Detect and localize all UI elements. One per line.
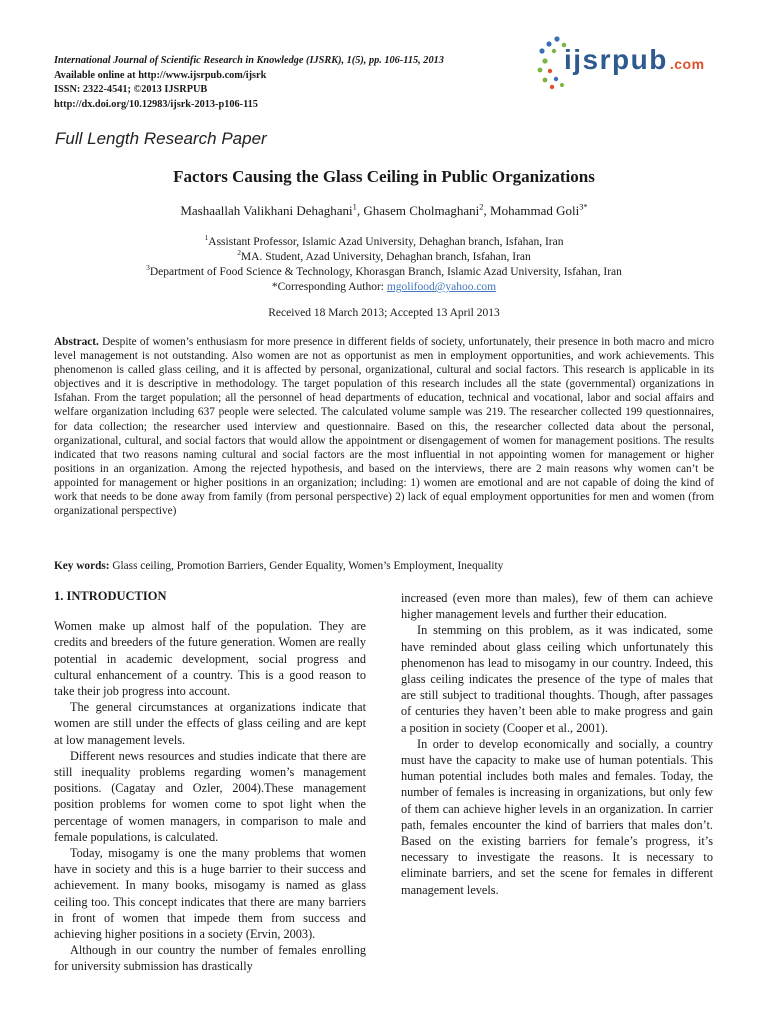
- right-column: [401, 590, 713, 898]
- paragraph: In stemming on this problem, as it was indicated, some have reminded about glass ceiling which unfortunately this phenomenon has lead to misogamy in our country. Indeed, this glass ceiling indicates the presence of the type of males that are still subject to traditional thoughts. Though, after passages of centuries they haven’t been able to make progress and gain a position in society (Cooper et al., 2001).: [401, 623, 713, 735]
- paragraph: In order to develop economically and socially, a country must have the capacity to make use of human potentials. This human potential includes both males and females. Today, the number of females is increasing in organizations, but only few of them can achieve higher levels in an organization. In carrier path, females encounter the kind of barriers that males don’t. Based on the existing barriers for female’s progress, it’s necessary to investigate the reasons. It is necessary to eliminate barriers, and set the scene for females in different management levels.: [401, 736, 713, 897]
- abstract: [54, 335, 714, 518]
- doi-link[interactable]: http://dx.doi.org/10.12983/ijsrk-2013-p106-115: [54, 98, 258, 110]
- affiliation-3: $^3$Department of Food Science & Technology, Khorasgan Branch, Islamic Azad University, Isfahan, Iran: [146, 263, 622, 278]
- keywords: [54, 559, 714, 573]
- issn-line: ISSN: 2322-4541; ©2013 IJSRPUB: [54, 84, 208, 95]
- paragraph: Women make up almost half of the population. They are credits and breeders of the future generation. Women are really potential in academic development, social progress and cultural enhancement of a country. This is a good reason to take their job progress into account.: [54, 619, 366, 699]
- author-name: Mashaallah Valikhani Dehaghani: [180, 203, 353, 218]
- paper-type-label: Full Length Research Paper: [55, 129, 267, 148]
- paragraph: The general circumstances at organizations indicate that women are still under the effects of glass ceiling and are kept at low management levels.: [54, 700, 366, 747]
- author-name: Mohammad Goli: [490, 203, 580, 218]
- journal-header: [54, 54, 524, 112]
- section-heading: 1. INTRODUCTION: [54, 589, 167, 603]
- affiliation-1: $^1$Assistant Professor, Islamic Azad University, Dehaghan branch, Isfahan, Iran: [204, 233, 564, 248]
- author-name: Ghasem Cholmaghani: [363, 203, 480, 218]
- left-column: [54, 588, 366, 975]
- ijsrpub-logo[interactable]: [536, 34, 726, 92]
- logo-wordmark: ijsrpub .com: [564, 44, 705, 75]
- paper-title: Factors Causing the Glass Ceiling in Public Organizations: [173, 167, 595, 186]
- keywords-label: Key words:: [54, 560, 110, 572]
- available-online: Available online at http://www.ijsrpub.com/ijsrk: [54, 69, 267, 81]
- corresponding-email-link[interactable]: mgolifood@yahoo.com: [386, 281, 497, 293]
- corresponding-author: *Corresponding Author: mgolifood@yahoo.com: [271, 281, 497, 293]
- paragraph: Although in our country the number of females enrolling for university submission has drastically: [54, 943, 366, 974]
- paragraph: Different news resources and studies indicate that there are still inequality problems regarding women’s management positions. (Cagatay and Ozler, 2004).These management position problems for women come to spot light when the percentage of women managers, in comparison to male and female populations, is calculated.: [54, 748, 366, 844]
- abstract-label: Abstract.: [54, 336, 99, 348]
- keywords-text: Glass ceiling, Promotion Barriers, Gender Equality, Women’s Employment, Inequality: [109, 560, 504, 572]
- author-list: Mashaallah Valikhani Dehaghani$^1$, Ghasem Cholmaghani$^2$, Mohammad Goli$^{3*}$: [180, 201, 588, 218]
- affiliation-2: $^2$MA. Student, Azad University, Dehaghan branch, Isfahan, Iran: [237, 248, 531, 263]
- journal-citation: International Journal of Scientific Research in Knowledge (IJSRK), 1(5), pp. 106-115, 2013: [54, 55, 444, 66]
- affiliations: [0, 235, 768, 295]
- received-dates: Received 18 March 2013; Accepted 13 April 2013: [268, 307, 500, 319]
- abstract-text: Despite of women’s enthusiasm for more presence in different fields of society, unfortunately, their presence in both macro and micro level management is not outstanding. Also women are not as opportunist as men in employment opportunities, and work achievements. This phenomenon is called glass ceiling, and it is affected by personal, organizational, cultural and social factors. This research is applicable in its objectives and it is descriptive in methodology. The target population of this research includes all the state (governmental) organizations in Isfahan. From the target population; all the personnel of head departments of education, technical and vocational, labor and social affairs and welfare organization including 637 people were selected. The calculated volume sample was 219. The researcher collected 199 questionnaires, for data collection; the researcher used interview and questionnaire. Based on this, the researcher collected data about the personal, organizational, cultural, and social factors that would allow the appointment or disengagement of women for management positions. The results indicated that two reasons naming cultural and social factors are the most influential in not appointing women for management or higher positions in an organization. Among the rejected hypothesis, and based on the interviews, there are 2 main reasons why women can’t be appointed for management or higher positions in an organization; including: 1) women are emotional and are not capable of doing the kind of work that needs to be done away from family (from personal perspective) 2) lack of equal employment opportunities for men and women (from organizational perspective): [54, 336, 714, 518]
- paragraph: increased (even more than males), few of them can achieve higher management levels and further their education.: [401, 591, 713, 622]
- paragraph: Today, misogamy is one the many problems that women have in society and this is a huge barrier to their success and achievement. In many books, misogamy is named as glass ceiling too. This concept indicates that there are many barriers in front of women that impede them from success and achieving higher positions in a society (Ervin, 2003).: [54, 846, 366, 942]
